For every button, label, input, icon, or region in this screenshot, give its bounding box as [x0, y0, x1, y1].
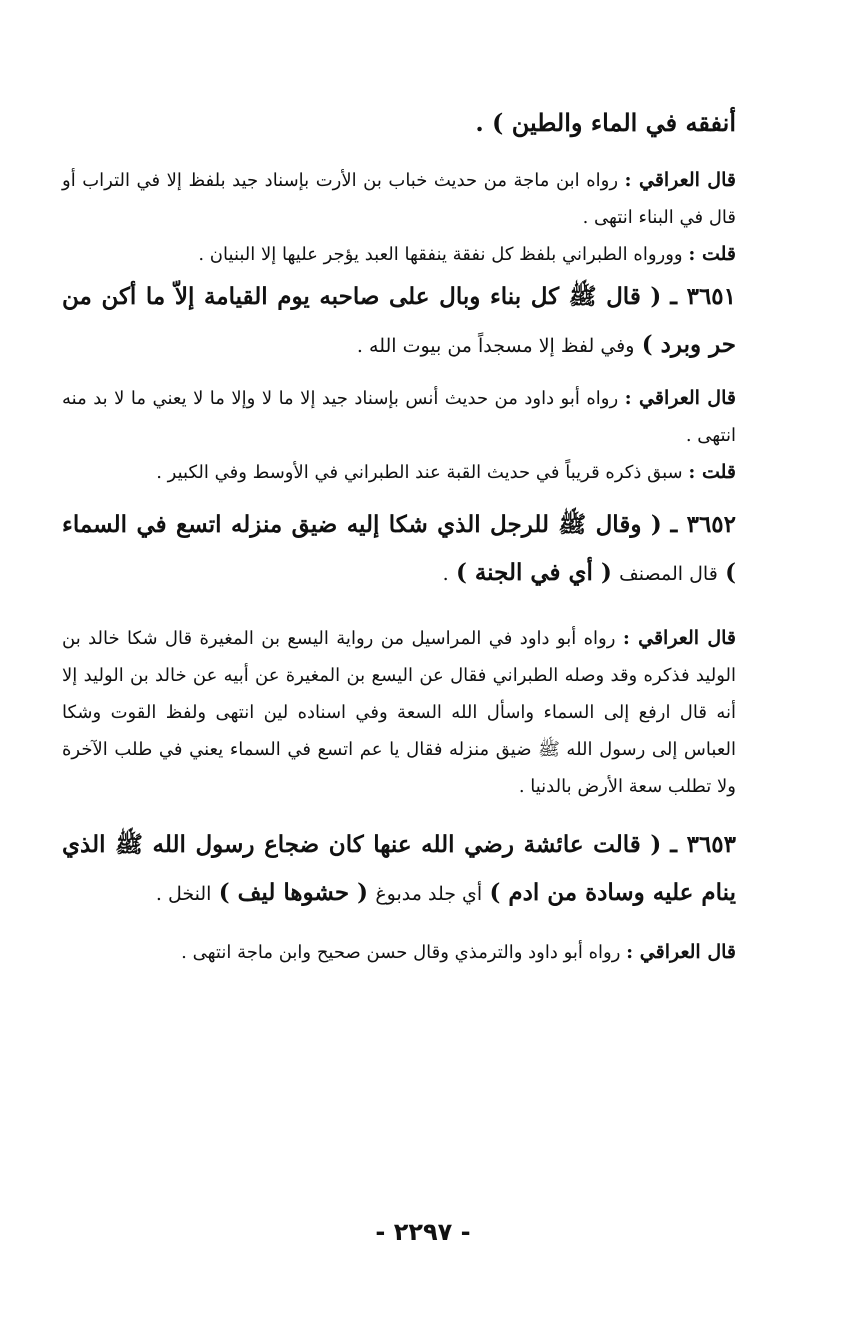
hadith-number: ٣٦٥٢ ـ	[670, 511, 737, 538]
iraqi-label: قال العراقي :	[622, 627, 736, 649]
hadith-3652	[62, 501, 736, 598]
iraqi-label: قال العراقي :	[624, 387, 736, 409]
page-body	[62, 100, 736, 971]
hadith-rest: وفي لفظ إلا مسجداً من بيوت الله .	[356, 335, 635, 357]
hadith-3653	[62, 821, 736, 918]
iraqi-text: رواه ابن ماجة من حديث خباب بن الأرت بإسناد جيد بلفظ إلا في التراب أو قال في البناء انتهى .	[62, 170, 736, 228]
hadith-highlight: ( حشوها ليف )	[218, 879, 369, 906]
opening-line: أنفقه في الماء والطين ) .	[475, 108, 736, 137]
page-number: - ٢٢٩٧ -	[375, 1218, 471, 1246]
qult-commentary-3651	[62, 454, 736, 491]
iraqi-text: رواه أبو داود في المراسيل من رواية اليسع بن المغيرة قال شكا خالد بن الوليد فذكره وقد وصله الطبراني فقال عن اليسع بن المغيرة عن أبيه عن خالد بن الوليد إلا أنه قال ارفع إلى السماء واسأل الله السعة وفي اسناده لين انتهى ولفظ القوت وشكا العباس إلى رسول الله ﷺ ضيق منزله فقال يا عم اتسع في السماء يعني في طلب الآخرة ولا تطلب سعة الأرض بالدنيا .	[62, 628, 736, 797]
hadith-highlight: ( أي في الجنة )	[455, 559, 612, 586]
iraqi-text: رواه أبو داود والترمذي وقال حسن صحيح وابن ماجة انتهى .	[181, 942, 621, 963]
iraqi-commentary-3652	[62, 620, 736, 805]
qult-commentary-1	[62, 236, 736, 273]
hadith-rest: أي جلد مدبوغ	[375, 883, 483, 905]
hadith-rest: قال المصنف	[619, 563, 718, 585]
hadith-number: ٣٦٥٣ ـ	[670, 831, 737, 858]
hadith-number: ٣٦٥١ ـ	[670, 283, 737, 310]
iraqi-commentary-3651	[62, 380, 736, 454]
qult-label: قلت :	[688, 243, 736, 265]
iraqi-label: قال العراقي :	[626, 941, 736, 963]
hadith-text: ( وقال ﷺ للرجل الذي شكا إليه ضيق منزله اتسع في السماء )	[62, 511, 736, 586]
hadith-text: ( قالت عائشة رضي الله عنها كان ضجاع رسول الله ﷺ الذي ينام عليه وسادة من ادم )	[62, 831, 736, 906]
iraqi-commentary-3653	[62, 934, 736, 971]
iraqi-label: قال العراقي :	[624, 169, 736, 191]
qult-text: سبق ذكره قريباً في حديث القبة عند الطبراني في الأوسط وفي الكبير .	[156, 462, 683, 483]
qult-label: قلت :	[688, 461, 736, 483]
hadith-text: ( قال ﷺ كل بناء وبال على صاحبه يوم القيامة إلاّ ما أكن من حر وبرد )	[62, 283, 736, 358]
hadith-end: النخل .	[155, 883, 212, 905]
iraqi-text: رواه أبو داود من حديث أنس بإسناد جيد إلا ما لا وإلا ما لا يعني ما لا بد منه انتهى .	[62, 388, 736, 446]
qult-text: وورواه الطبراني بلفظ كل نفقة ينفقها العبد يؤجر عليها إلا البنيان .	[198, 244, 683, 265]
iraqi-commentary-1	[62, 162, 736, 236]
hadith-3651	[62, 273, 736, 370]
hadith-end: .	[442, 563, 449, 585]
